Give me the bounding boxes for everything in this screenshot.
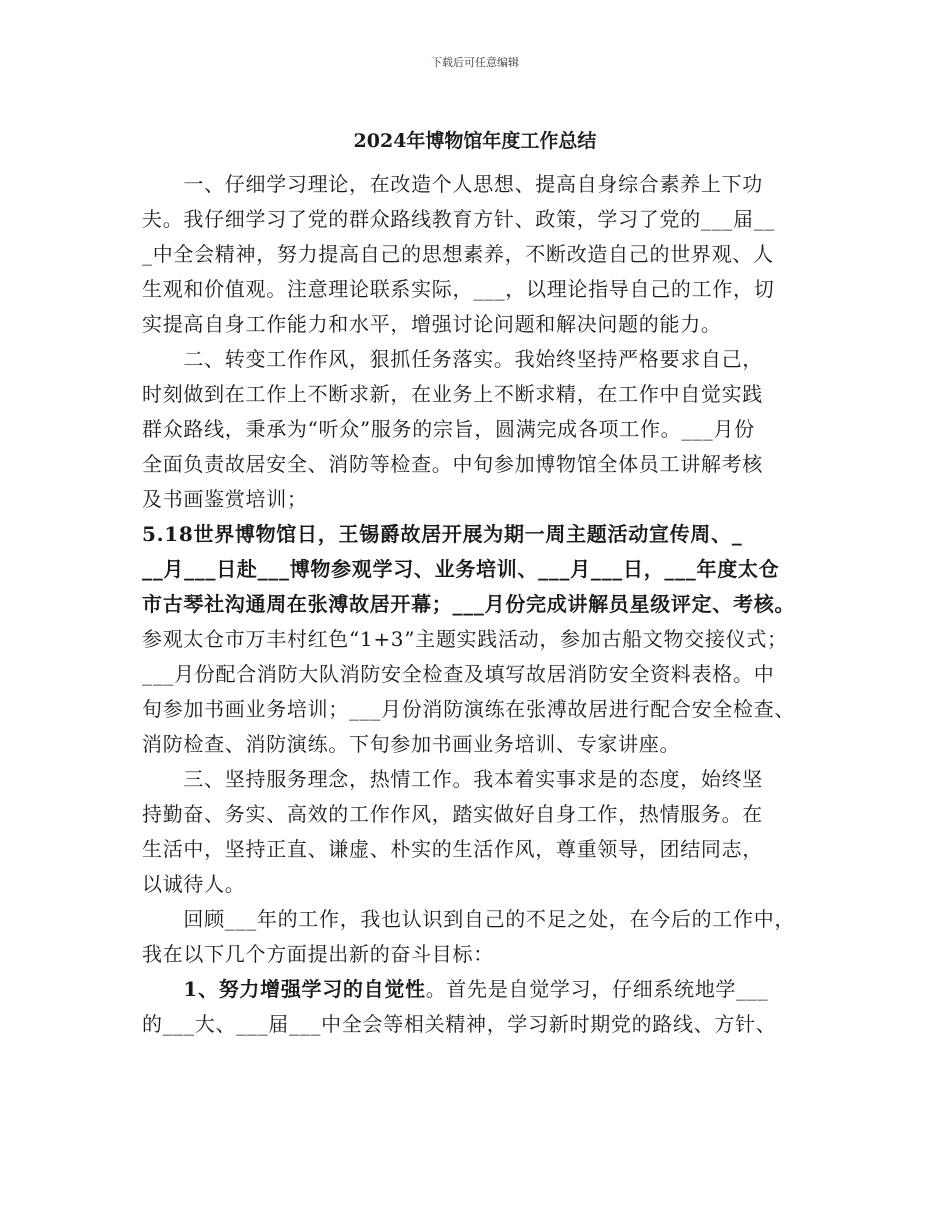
text-line: 实提高自身工作能力和水平，增强讨论问题和解决问题的能力。 [142,312,722,336]
text-line: 生活中，坚持正直、谦虚、朴实的生活作风，尊重领导，团结同志， [142,837,763,861]
text-line: 一、仔细学习理论，在改造个人思想、提高自身综合素养上下功 [142,172,763,196]
text-line: 的___大、___届___中全会等相关精神，学习新时期党的路线、方针、 [142,1012,777,1036]
text-line: 三、坚持服务理念，热情工作。我本着实事求是的态度，始终坚 [142,767,763,791]
text-line: 时刻做到在工作上不断求新，在业务上不断求精，在工作中自觉实践 [142,382,763,406]
text-line: 生观和价值观。注意理论联系实际，___，以理论指导自己的工作，切 [142,277,775,301]
text-segment: 。首先是自觉学习，仔细系统地学___ [425,977,769,1001]
text-line: 以诚待人。 [142,872,246,896]
text-line: 5.18世界博物馆日，王锡爵故居开展为期一周主题活动宣传周、_ [142,522,743,546]
text-line: 旬参加书画业务培训；___月份消防演练在张溥故居进行配合安全检查、 [142,697,796,721]
text-line: _中全会精神，努力提高自己的思想素养，不断改造自己的世界观、人 [142,242,774,266]
text-line: __月___日赴___博物参观学习、业务培训、___月___日，___年度太仓 [142,557,780,581]
text-line: 持勤奋、务实、高效的工作作风，踏实做好自身工作，热情服务。在 [142,802,763,826]
text-line: 回顾___年的工作，我也认识到自己的不足之处，在今后的工作中， [142,907,796,931]
text-line: 市古琴社沟通周在张溥故居开幕；___月份完成讲解员星级评定、考核。 [142,592,796,616]
text-line [142,972,817,1007]
text-line: 群众路线，秉承为“听众”服务的宗旨，圆满完成各项工作。___月份 [142,417,755,441]
indent [142,977,183,1001]
text-line: 参观太仓市万丰村红色“1+3”主题实践活动，参加古船文物交接仪式； [142,627,788,651]
document-title: 2024年博物馆年度工作总结 [353,130,597,152]
text-line: 我在以下几个方面提出新的奋斗目标： [142,942,494,966]
text-line: 消防检查、消防演练。下旬参加书画业务培训、专家讲座。 [142,732,681,756]
text-line: ___月份配合消防大队消防安全检查及填写故居消防安全资料表格。中 [142,662,775,686]
text-line: 夫。我仔细学习了党的群众路线教育方针、政策，学习了党的___届__ [142,207,776,231]
header-note: 下载后可任意编辑 [431,56,519,69]
text-line: 及书画鉴赏培训； [142,487,308,511]
text-line: 全面负责故居安全、消防等检查。中旬参加博物馆全体员工讲解考核 [142,452,763,476]
document-body [142,167,817,1042]
text-line: 二、转变工作作风，狠抓任务落实。我始终坚持严格要求自己， [142,347,763,371]
bold-heading-text: 1、努力增强学习的自觉性 [183,977,426,1001]
